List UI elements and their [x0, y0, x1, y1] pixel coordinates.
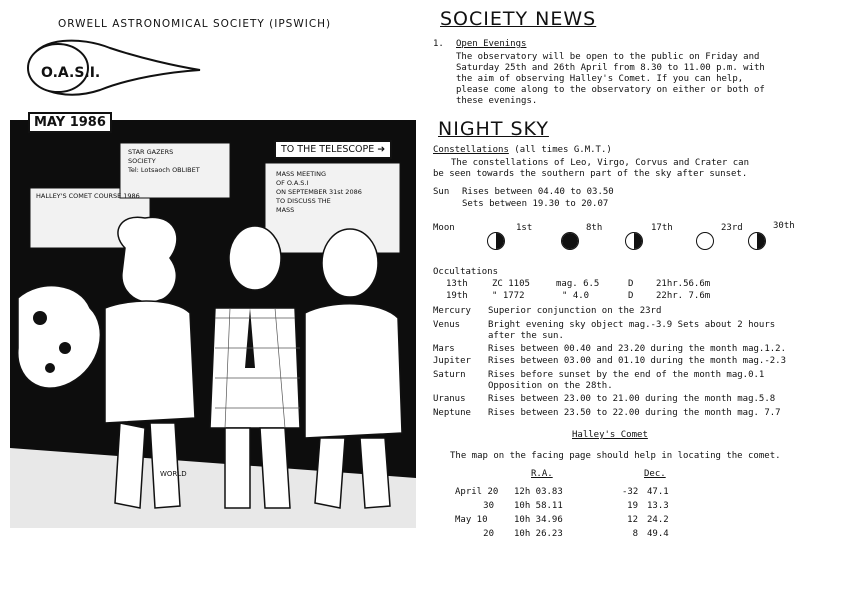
moon-last-quarter-icon	[625, 232, 643, 250]
halley-title: Halley's Comet	[572, 430, 648, 440]
body-line: The constellations of Leo, Virgo, Corvus and Crater can	[451, 158, 750, 168]
cartoon-caption-line-1: HE SAID SOMETHING LIKE :- GIOTTO DIDN'T GO ALONE TO HALLEYS COMET	[34, 531, 394, 542]
moon-new-icon	[696, 232, 714, 250]
poster-line: MASS	[276, 206, 295, 214]
planet-text: Opposition on the 28th.	[488, 381, 613, 391]
occultation-time: 22hr. 7.6m	[656, 291, 711, 301]
halley-date: April 20	[455, 487, 499, 497]
occultation-mag: mag. 6.5	[556, 279, 600, 289]
poster-line: Tel: Lotsaoch OBLIBET	[128, 166, 200, 174]
occultation-star: " 1772	[492, 291, 525, 301]
planet-text: Superior conjunction on the 23rd	[488, 306, 662, 316]
moon-date: 17th	[651, 223, 673, 233]
planet-text: Rises between 23.50 to 22.00 during the month mag. 7.7	[488, 408, 781, 418]
night-sky-heading: NIGHT SKY	[438, 118, 549, 140]
planet-name: Venus	[433, 320, 461, 330]
body-line: The observatory will be open to the public on Friday and	[456, 52, 760, 62]
halley-ra: 10h 26.23	[514, 529, 563, 539]
halley-dec-deg: -32	[622, 487, 639, 497]
news-item-body	[456, 52, 765, 107]
halley-dec-min: 13.3	[647, 501, 669, 511]
sun-rises: Rises between 04.40 to 03.50	[462, 187, 614, 197]
occultation-type: D	[628, 291, 634, 301]
oasi-logo-text: O.A.S.I.	[41, 65, 101, 81]
planet-text: Rises before sunset by the end of the month mag.0.1	[488, 370, 765, 380]
body-line: the aim of observing Halley's Comet. If you can help,	[456, 74, 744, 84]
moon-first-quarter-icon	[487, 232, 505, 250]
body-line: these evenings.	[456, 96, 538, 106]
body-line: Saturday 25th and 26th April from 8.30 to 11.00 p.m. with	[456, 63, 765, 73]
poster-line: STAR GAZERS	[128, 148, 174, 156]
poster-line: ON SEPTEMBER 31st 2086	[276, 188, 362, 196]
comet-course-poster: HALLEY'S COMET COURSE 1986	[36, 192, 140, 200]
halley-dec-deg: 8	[632, 529, 638, 539]
halley-ra: 10h 58.11	[514, 501, 563, 511]
telescope-sign	[274, 140, 392, 159]
issue-date-box: MAY 1986	[28, 112, 112, 133]
planet-text: Rises between 00.40 and 23.20 during the month mag.1.2.	[488, 344, 787, 354]
poster-line: SOCIETY	[128, 157, 156, 165]
news-item-title: Open Evenings	[456, 39, 527, 49]
halley-date: May 10	[455, 515, 488, 525]
halley-dec-min: 24.2	[647, 515, 669, 525]
stargazers-poster	[128, 148, 200, 175]
poster-line: MASS MEETING	[276, 170, 326, 178]
moon-date: 1st	[516, 223, 533, 233]
planet-name: Mercury	[433, 306, 471, 316]
halley-date: 30	[483, 501, 494, 511]
planet-name: Jupiter	[433, 356, 471, 366]
cover-page	[10, 8, 416, 564]
constellations-body	[433, 158, 749, 180]
moon-date: 8th	[586, 223, 603, 233]
halley-date: 20	[483, 529, 494, 539]
planet-name: Uranus	[433, 394, 466, 404]
halley-ra: 10h 34.96	[514, 515, 563, 525]
cartoon-caption-line-2: AND DID EITHER OF US KNOW PATRICK MOORE'S TELEPHONE NUMBER!	[34, 545, 376, 556]
sun-label: Sun	[433, 187, 450, 197]
occultation-star: ZC 1105	[492, 279, 530, 289]
body-line: please come along to the observatory on either or both of	[456, 85, 765, 95]
planet-name: Neptune	[433, 408, 471, 418]
svg-text:WORLD: WORLD	[160, 470, 187, 478]
body-line: be seen towards the southern part of the sky after sunset.	[433, 169, 748, 179]
planet-text: after the sun.	[488, 331, 564, 341]
society-title-line: ORWELL ASTRONOMICAL SOCIETY (IPSWICH)	[58, 18, 332, 30]
news-item-number: 1.	[433, 39, 444, 49]
planet-text: Rises between 23.00 to 21.00 during the month mag.5.8	[488, 394, 776, 404]
occultation-date: 13th	[446, 279, 468, 289]
halley-dec-deg: 12	[627, 515, 638, 525]
constellations-line	[433, 145, 612, 156]
planet-text: Rises between 03.00 and 01.10 during the month mag.-2.3	[488, 356, 787, 366]
dec-header: Dec.	[644, 469, 666, 479]
moon-full-icon	[561, 232, 579, 250]
halley-dec-deg: 19	[627, 501, 638, 511]
poster-line: OF O.A.S.I	[276, 179, 309, 187]
society-news-heading: SOCIETY NEWS	[440, 8, 597, 30]
ra-header: R.A.	[531, 469, 553, 479]
constellations-note: (all times G.M.T.)	[514, 145, 612, 155]
arrow-right-icon: ➜	[377, 144, 386, 155]
moon-label: Moon	[433, 223, 455, 233]
planet-name: Saturn	[433, 370, 466, 380]
cover-illustration	[10, 8, 416, 564]
halley-intro: The map on the facing page should help in locating the comet.	[450, 451, 781, 461]
halley-dec-min: 47.1	[647, 487, 669, 497]
occultation-mag: " 4.0	[562, 291, 590, 301]
halley-dec-min: 49.4	[647, 529, 669, 539]
occultation-type: D	[628, 279, 634, 289]
planet-text: Bright evening sky object mag.-3.9 Sets about 2 hours	[488, 320, 776, 330]
sun-sets: Sets between 19.30 to 20.07	[462, 199, 609, 209]
occultations-title: Occultations	[433, 267, 499, 277]
halley-ra: 12h 03.83	[514, 487, 563, 497]
moon-date: 23rd	[721, 223, 743, 233]
poster-line: TO DISCUSS THE	[276, 197, 331, 205]
moon-first-quarter-icon	[748, 232, 766, 250]
occultation-date: 19th	[446, 291, 468, 301]
moon-date: 30th	[773, 221, 795, 231]
telescope-sign-label: TO THE TELESCOPE	[281, 144, 375, 155]
planet-name: Mars	[433, 344, 455, 354]
occultation-time: 21hr.56.6m	[656, 279, 711, 289]
mass-meeting-poster	[276, 170, 362, 215]
constellations-title: Constellations	[433, 145, 509, 155]
